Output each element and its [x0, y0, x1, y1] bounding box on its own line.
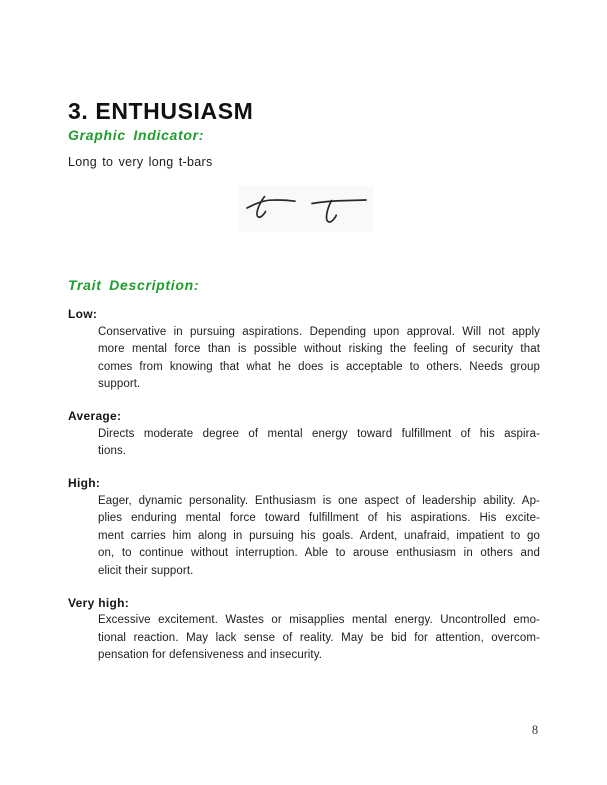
page-title: 3. ENTHUSIASM	[68, 98, 254, 125]
handwritten-t-bars-icon	[238, 186, 373, 232]
trait-block-very-high	[68, 595, 540, 665]
trait-block-high	[68, 475, 540, 580]
trait-description-heading: Trait Description:	[68, 277, 200, 293]
trait-label: Average:	[68, 409, 122, 423]
trait-paragraph: Eager, dynamic personality. Enthusiasm is one aspect of leadership ability. Ap- plies enduring mental force toward fulfillment of his aspirations. His excite- ment carries him along in pursuing his goals. Ardent, unafraid, impatient to go on, to continue without interruption. Able to arouse enthusiasm in others and elicit their support.	[98, 494, 540, 577]
trait-list	[68, 306, 540, 679]
page-number: 8	[531, 723, 539, 737]
trait-block-low	[68, 306, 540, 394]
t-bars-illustration	[238, 186, 373, 232]
trait-label: Very high:	[68, 595, 130, 610]
trait-paragraph: Directs moderate degree of mental energy toward fulfillment of his aspira- tions.	[98, 427, 540, 457]
trait-paragraph: Excessive excitement. Wastes or misapplies mental energy. Uncontrolled emo- tional reaction. May lack sense of reality. May be bid for attention, overcom- pensation for defensiveness and insecurity.	[98, 614, 540, 661]
trait-block-average	[68, 408, 540, 461]
trait-paragraph: Conservative in pursuing aspirations. Depending upon approval. Will not apply more mental force than is possible without risking the feeling of security that comes from knowing that what he does is acceptable to others. Needs group support.	[98, 325, 540, 390]
graphic-indicator-text: Long to very long t-bars	[68, 155, 213, 169]
trait-label: Low:	[68, 307, 98, 321]
trait-label: High:	[68, 476, 101, 490]
graphic-indicator-heading: Graphic Indicator:	[68, 127, 205, 143]
